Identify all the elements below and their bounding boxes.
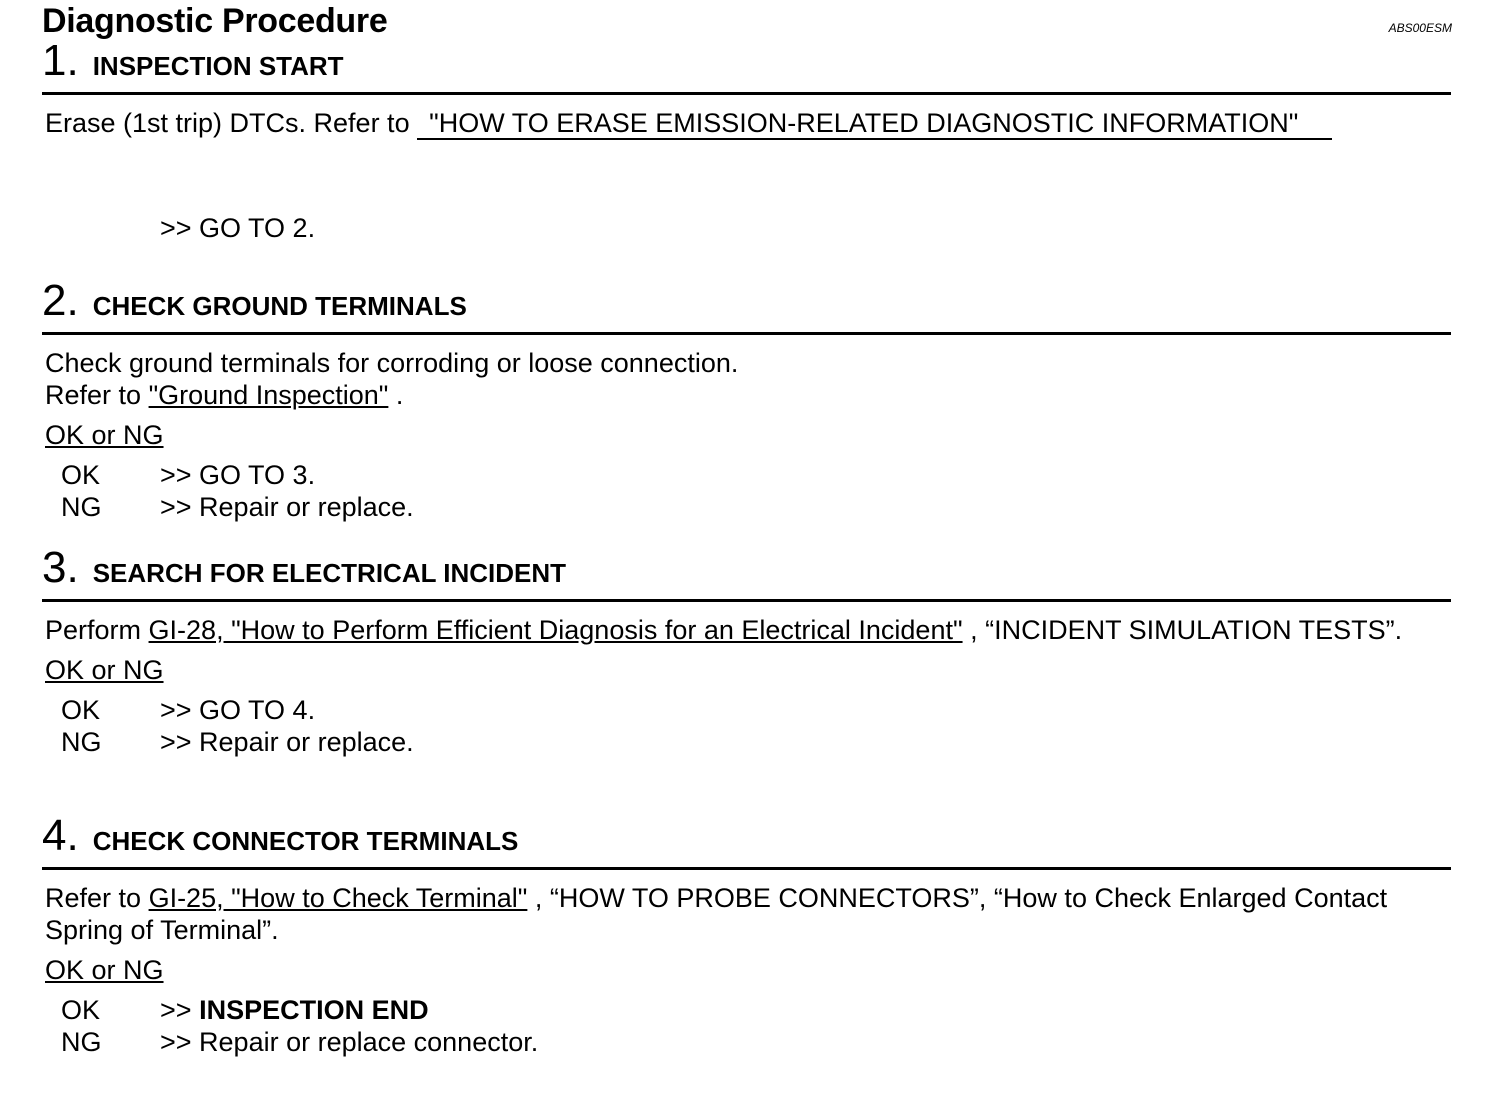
step-title: SEARCH FOR ELECTRICAL INCIDENT <box>92 558 567 588</box>
check-terminal-link[interactable]: GI-25, "How to Check Terminal" <box>148 883 528 913</box>
refer-text: Refer to <box>45 380 142 410</box>
refer-line <box>45 379 1451 411</box>
step-2 <box>42 278 1451 523</box>
step-1-header <box>42 38 1451 95</box>
ok-or-ng-label: OK or NG <box>45 655 164 685</box>
step-1 <box>42 38 1451 244</box>
erase-dtc-link[interactable]: "HOW TO ERASE EMISSION-RELATED DIAGNOSTIC INFORMATION" <box>417 108 1332 140</box>
result-key: OK <box>61 460 101 490</box>
result-ok <box>61 994 1451 1026</box>
result-ng <box>61 726 1451 758</box>
step-number: 3. <box>42 543 79 592</box>
step-4-instruction <box>45 882 1451 946</box>
step-number: 1. <box>42 36 79 85</box>
instruction-text: Refer to <box>45 883 142 913</box>
step-2-header <box>42 278 1451 335</box>
step-4-header <box>42 813 1451 870</box>
step-3-instruction <box>45 614 1451 646</box>
ground-inspection-link[interactable]: "Ground Inspection" <box>148 380 389 410</box>
instruction-text: Erase (1st trip) DTCs. Refer to <box>45 108 410 138</box>
ok-or-ng-label: OK or NG <box>45 420 164 450</box>
efficient-diagnosis-link[interactable]: GI-28, "How to Perform Efficient Diagnosis for an Electrical Incident" <box>148 615 963 645</box>
result-ok <box>61 459 1451 491</box>
result-ok <box>61 694 1451 726</box>
result-action: >> Repair or replace. <box>160 492 414 522</box>
step-number: 2. <box>42 276 79 325</box>
refer-period: . <box>395 380 404 410</box>
result-key: NG <box>61 1027 102 1057</box>
step-1-goto: >> GO TO 2. <box>160 213 316 243</box>
step-number: 4. <box>42 811 79 860</box>
result-key: OK <box>61 995 101 1025</box>
instruction-text-tail: , “INCIDENT SIMULATION TESTS”. <box>970 615 1403 645</box>
result-ng <box>61 491 1451 523</box>
step-3-header <box>42 545 1451 602</box>
instruction-text-tail: , “HOW TO PROBE CONNECTORS”, “How to Check Enlarged Contact Spring of Terminal”. <box>45 883 1388 945</box>
result-action <box>160 994 429 1026</box>
result-action: >> GO TO 4. <box>160 695 316 725</box>
result-arrow: >> <box>160 995 192 1025</box>
step-4 <box>42 813 1451 1058</box>
page-title: Diagnostic Procedure <box>42 2 388 40</box>
result-key: NG <box>61 492 102 522</box>
step-title: CHECK CONNECTOR TERMINALS <box>92 826 519 856</box>
result-action: >> Repair or replace. <box>160 727 414 757</box>
result-action: >> GO TO 3. <box>160 460 316 490</box>
inspection-end-label: INSPECTION END <box>199 995 429 1025</box>
step-1-instruction <box>45 107 1451 140</box>
step-title: CHECK GROUND TERMINALS <box>92 291 467 321</box>
step-2-instruction <box>45 347 1451 411</box>
result-key: OK <box>61 695 101 725</box>
result-action: >> Repair or replace connector. <box>160 1027 539 1057</box>
instruction-text: Check ground terminals for corroding or loose connection. <box>45 348 739 378</box>
step-3 <box>42 545 1451 758</box>
ok-or-ng-label: OK or NG <box>45 955 164 985</box>
step-title: INSPECTION START <box>92 51 344 81</box>
result-ng <box>61 1026 1451 1058</box>
result-key: NG <box>61 727 102 757</box>
document-code: ABS00ESM <box>1388 21 1452 35</box>
instruction-text: Perform <box>45 615 142 645</box>
